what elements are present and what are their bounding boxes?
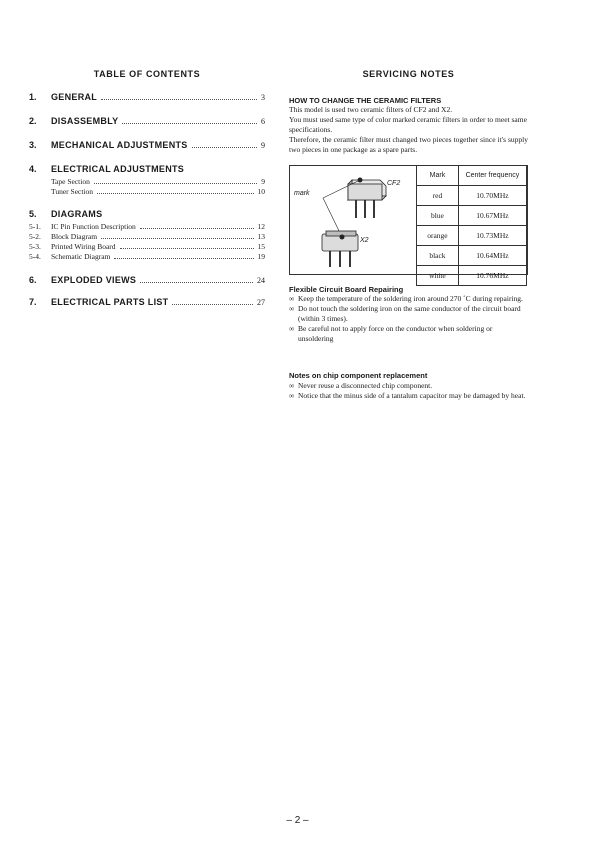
x2-label: X2 [360,237,369,244]
toc-subitem-ic-pin[interactable] [29,222,265,232]
toc-subitem-page: 10 [257,187,265,196]
toc-subitem-printed-wiring-board[interactable] [29,242,265,252]
center-frequency-table [416,165,527,286]
table-header-row [417,166,527,186]
ceramic-filter-line: Therefore, the ceramic filter must changed two pieces together since it's supply two pieces in one package as a spare parts. [289,135,528,154]
flex-board-list [289,294,528,344]
toc-item-number: 5. [29,209,37,219]
toc-subitem-label: Block Diagram [51,232,98,241]
ceramic-filter-line: You must used same type of color marked ceramic filters in order to meet same specifications. [289,115,527,134]
list-item-text: Be careful not to apply force on the conductor when soldering or unsoldering [298,324,493,343]
toc-leader-dots [97,187,253,194]
toc-item-number: 3. [29,140,37,150]
servicing-heading: SERVICING NOTES [362,69,455,79]
mark-label: mark [294,190,310,197]
toc-subitem-tape-section[interactable] [29,177,265,187]
toc-item-exploded-views[interactable] [29,275,265,287]
toc-subitem-label: Tape Section [51,177,90,186]
list-item-text: Keep the temperature of the soldering iron around 270 ˚C during repairing. [298,294,523,303]
list-item [289,304,528,324]
toc-subitem-page: 13 [257,232,265,241]
toc-leader-dots [101,93,257,100]
table-row [417,206,527,226]
toc-subitem-label: Schematic Diagram [51,252,111,261]
table-cell-mark: white [417,266,459,286]
toc-subitem-label: IC Pin Function Description [51,222,136,231]
table-row [417,266,527,286]
toc-item-page: 6 [261,117,265,126]
toc-subitem-label: Printed Wiring Board [51,242,116,251]
list-item [289,381,528,391]
table-cell-frequency: 10.64MHz [458,246,526,266]
toc-item-label: MECHANICAL ADJUSTMENTS [51,140,188,150]
toc-leader-dots [101,232,253,239]
toc-item-number: 7. [29,297,37,307]
list-item [289,391,528,401]
page-number: – 2 – [286,815,309,826]
toc-item-number: 1. [29,92,37,102]
toc-subitem-page: 15 [257,242,265,251]
list-item [289,294,528,304]
toc-item-number: 4. [29,164,37,174]
toc-subitem-number: 5-3. [29,242,41,251]
toc-subitem-number: 5-4. [29,252,41,261]
toc-heading: TABLE OF CONTENTS [93,69,201,79]
toc-subitem-number: 5-2. [29,232,41,241]
table-row [417,186,527,206]
toc-subitem-number: 5-1. [29,222,41,231]
toc-subitem-tuner-section[interactable] [29,187,265,197]
toc-item-label: DISASSEMBLY [51,116,119,126]
toc-item-electrical-parts-list[interactable] [29,297,265,309]
list-item-text: Notice that the minus side of a tantalum capacitor may be damaged by heat. [298,391,526,400]
ceramic-filter-line: This model is used two ceramic filters of CF2 and X2. [289,105,453,114]
toc-leader-dots [140,276,253,283]
ceramic-filter-figure [289,165,528,280]
table-row [417,226,527,246]
toc-item-electrical-adjustments[interactable] [29,164,265,176]
table-cell-mark: red [417,186,459,206]
toc-item-disassembly[interactable] [29,116,265,128]
toc-item-label: EXPLODED VIEWS [51,275,137,285]
table-header-mark: Mark [417,166,459,186]
toc-leader-dots [172,298,253,305]
toc-subitem-label: Tuner Section [51,187,94,196]
table-header-frequency: Center frequency [458,166,526,186]
bullet-mark: ∞ [289,391,295,400]
chip-notes-title: Notes on chip component replacement [289,371,428,380]
flex-board-title: Flexible Circuit Board Repairing [289,285,404,294]
table-cell-frequency: 10.70MHz [458,186,526,206]
x2-filter-icon [322,231,358,267]
toc-item-page: 27 [257,298,265,307]
table-cell-mark: black [417,246,459,266]
list-item-text: Do not touch the soldering iron on the same conductor of the circuit board (within 3 times). [298,304,521,323]
toc-subitem-page: 12 [257,222,265,231]
table-cell-frequency: 10.76MHz [458,266,526,286]
list-item-text: Never reuse a disconnected chip component. [298,381,433,390]
toc-leader-dots [122,117,257,124]
cf2-label: CF2 [387,180,401,187]
table-cell-mark: blue [417,206,459,226]
toc-subitem-page: 9 [261,177,265,186]
toc-item-page: 9 [261,141,265,150]
toc-subitem-block-diagram[interactable] [29,232,265,242]
table-cell-frequency: 10.73MHz [458,226,526,246]
toc-leader-dots [192,141,257,148]
toc-item-diagrams[interactable] [29,209,265,221]
toc-leader-dots [114,252,253,259]
toc-item-label: ELECTRICAL PARTS LIST [51,297,169,307]
bullet-mark: ∞ [289,324,295,333]
bullet-mark: ∞ [289,294,295,303]
bullet-mark: ∞ [289,381,295,390]
ceramic-filter-title: HOW TO CHANGE THE CERAMIC FILTERS [289,96,442,105]
cf2-filter-icon [348,178,386,219]
toc-item-label: ELECTRICAL ADJUSTMENTS [51,164,185,174]
toc-item-number: 6. [29,275,37,285]
toc-item-mechanical-adjustments[interactable] [29,140,265,152]
toc-item-page: 3 [261,93,265,102]
toc-leader-dots [94,177,257,184]
toc-item-label: DIAGRAMS [51,209,103,219]
chip-notes-list [289,381,528,401]
table-cell-frequency: 10.67MHz [458,206,526,226]
toc-item-label: GENERAL [51,92,98,102]
toc-item-page: 24 [257,276,265,285]
toc-item-number: 2. [29,116,37,126]
toc-leader-dots [140,222,254,229]
table-cell-mark: orange [417,226,459,246]
toc-subitem-page: 19 [257,252,265,261]
table-row [417,246,527,266]
bullet-mark: ∞ [289,304,295,313]
list-item [289,324,528,344]
toc-leader-dots [120,242,254,249]
toc-item-general[interactable] [29,92,265,104]
ceramic-filter-text [289,105,528,155]
toc-subitem-schematic-diagram[interactable] [29,252,265,262]
